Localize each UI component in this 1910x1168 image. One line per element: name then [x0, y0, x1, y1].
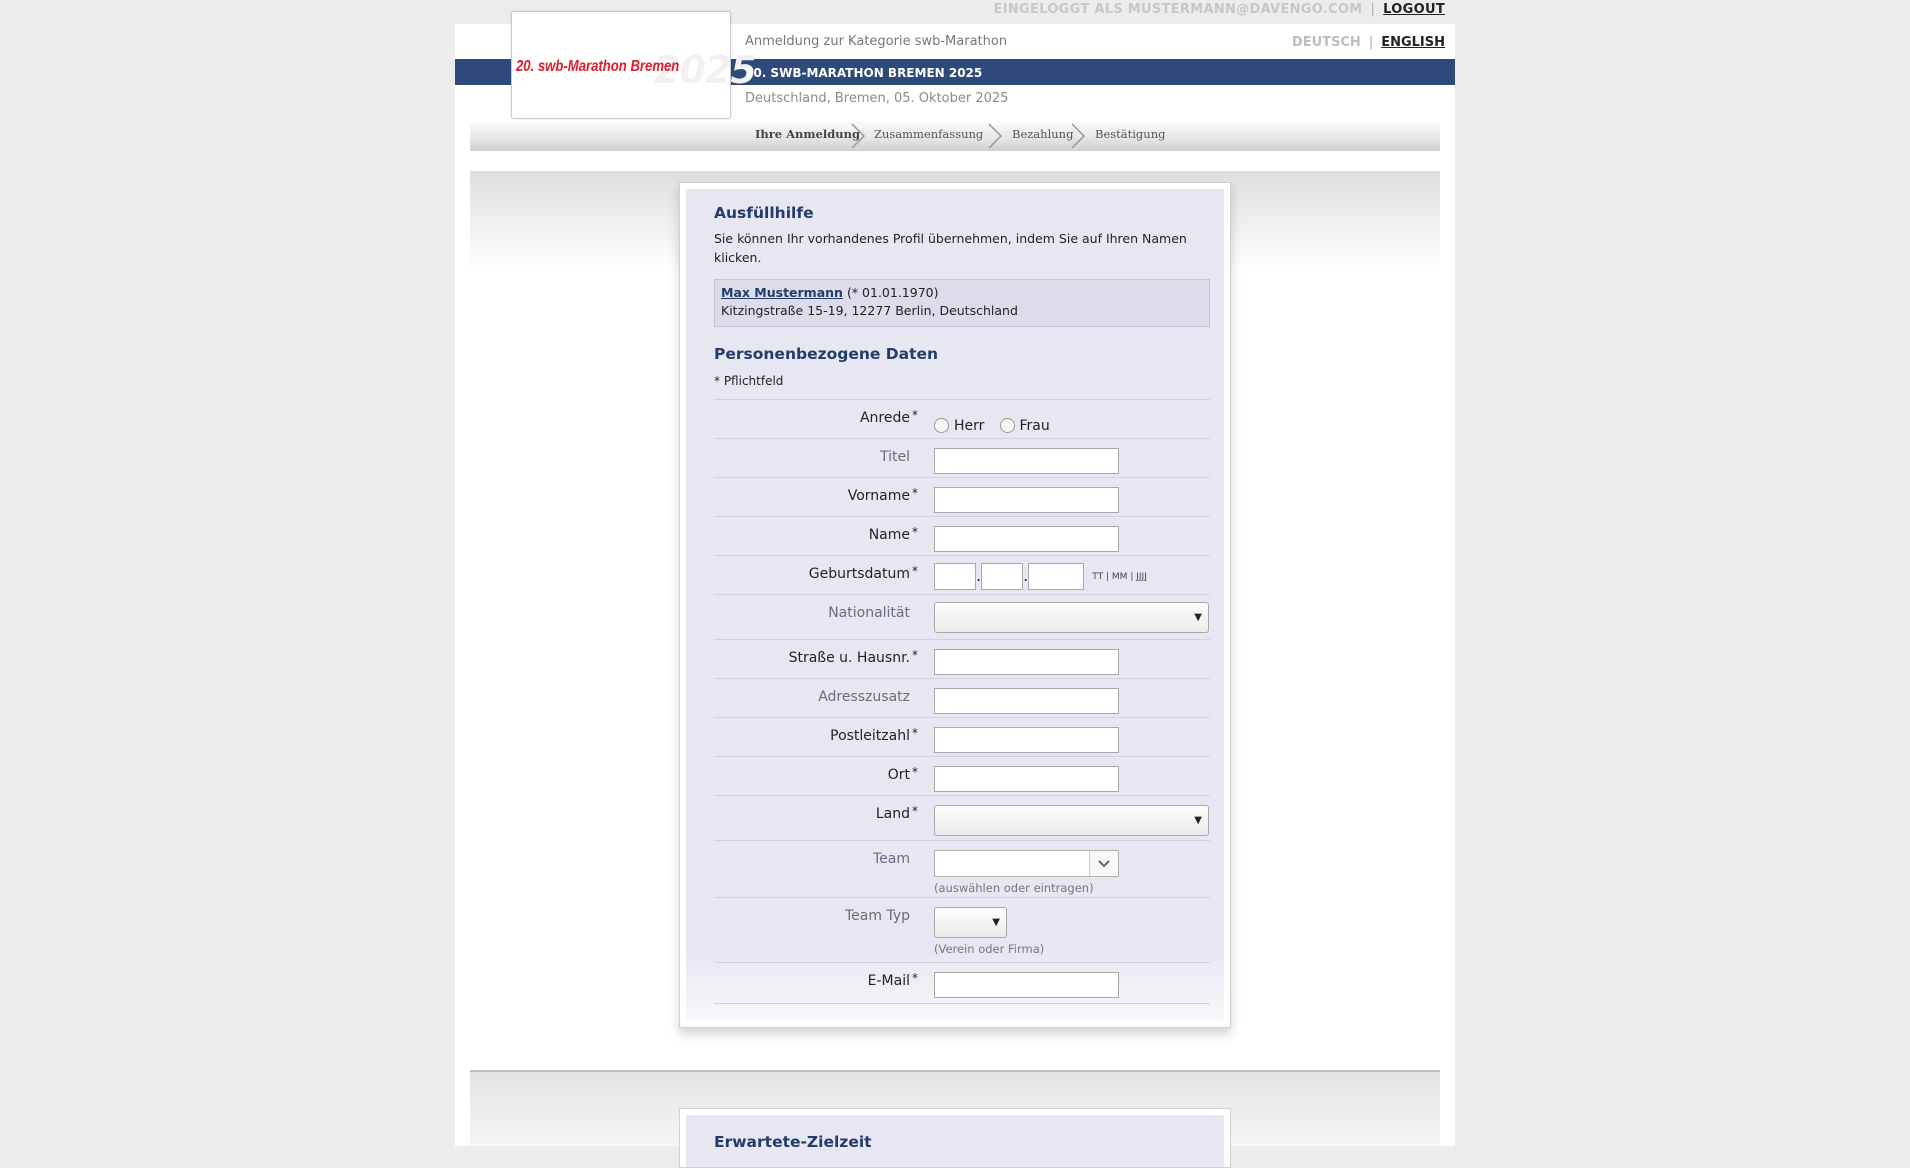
label-anrede: Anrede *: [859, 408, 918, 426]
row-email: [714, 962, 1210, 1004]
fill-help-title: Ausfüllhilfe: [714, 204, 814, 222]
finish-time-card: [679, 1108, 1231, 1168]
logo-year: 2025: [654, 48, 756, 92]
label-team-typ: Team Typ: [845, 908, 910, 924]
finish-time-card-inner: [686, 1115, 1224, 1167]
logout-link[interactable]: LOGOUT: [1383, 2, 1445, 17]
profile-dob: (* 01.01.1970): [846, 285, 939, 300]
personal-data-title: Personenbezogene Daten: [714, 345, 939, 363]
row-name: [714, 516, 1210, 555]
strasse-input[interactable]: [934, 649, 1119, 675]
label-name: Name *: [868, 525, 918, 543]
dob-month-input[interactable]: [981, 563, 1023, 590]
radio-herr-label[interactable]: Herr: [954, 417, 985, 434]
row-titel: [714, 438, 1210, 477]
event-location: Deutschland, Bremen, 05. Oktober 2025: [745, 91, 1009, 106]
profile-suggestion: [714, 279, 1210, 327]
row-land: [714, 795, 1210, 840]
step-zusammenfassung: Zusammenfassung: [874, 127, 984, 141]
team-dropdown-button[interactable]: [1089, 851, 1118, 876]
radio-frau[interactable]: [1000, 418, 1015, 433]
team-typ-hint: (Verein oder Firma): [934, 942, 1045, 956]
row-team-typ: [714, 897, 1210, 962]
geburtsdatum-group: [934, 563, 1147, 590]
row-geburtsdatum: [714, 555, 1210, 594]
dob-separator: .: [976, 566, 982, 585]
lang-en-link[interactable]: ENGLISH: [1381, 35, 1445, 50]
row-vorname: [714, 477, 1210, 516]
team-typ-select[interactable]: [934, 907, 1007, 938]
chevron-down-icon: [1090, 851, 1118, 876]
lang-de-link[interactable]: DEUTSCH: [1291, 35, 1361, 50]
row-team: [714, 840, 1210, 897]
nationalitaet-select[interactable]: [934, 602, 1209, 633]
page-container: [455, 0, 1455, 1151]
land-select[interactable]: [934, 805, 1209, 836]
dob-separator: .: [1023, 566, 1029, 585]
row-postleitzahl: [714, 717, 1210, 756]
step-bestaetigung: Bestätigung: [1095, 127, 1166, 141]
event-logo[interactable]: [511, 11, 756, 119]
label-vorname: Vorname *: [847, 486, 918, 504]
label-adresszusatz: Adresszusatz: [818, 689, 910, 705]
step-chevron-icon: [850, 123, 866, 149]
email-input[interactable]: [934, 972, 1119, 998]
dob-year-input[interactable]: [1028, 563, 1084, 590]
row-ort: [714, 756, 1210, 795]
chevron-down-icon: ▼: [992, 917, 1000, 928]
label-postleitzahl: Postleitzahl *: [830, 726, 918, 744]
logo-text: 20. swb-Marathon Bremen: [516, 58, 680, 75]
profile-name-link[interactable]: Max Mustermann: [721, 285, 843, 300]
dob-day-input[interactable]: [934, 563, 976, 590]
fill-help-text: Sie können Ihr vorhandenes Profil übernehmen, indem Sie auf Ihren Namen klicken.: [714, 231, 1187, 265]
ort-input[interactable]: [934, 766, 1119, 792]
vorname-input[interactable]: [934, 487, 1119, 513]
form-card-inner: [686, 189, 1224, 1021]
titel-input[interactable]: [934, 448, 1119, 474]
step-chevron-icon: [987, 123, 1003, 149]
registration-steps: [470, 119, 1440, 151]
team-hint: (auswählen oder eintragen): [934, 881, 1094, 895]
row-adresszusatz: [714, 678, 1210, 717]
label-ort: Ort *: [887, 765, 918, 783]
label-strasse: Straße u. Hausnr. *: [788, 648, 918, 666]
team-typ-group: [934, 907, 1044, 956]
profile-address: Kitzingstraße 15-19, 12277 Berlin, Deutschland: [721, 303, 1018, 318]
team-combobox[interactable]: [934, 850, 1119, 877]
row-nationalitaet: [714, 594, 1210, 639]
name-input[interactable]: [934, 526, 1119, 552]
login-info: EINGELOGGT ALS MUSTERMANN@DAVENGO.COM | LOGOUT: [993, 2, 1445, 17]
step-chevron-icon: [1070, 123, 1086, 149]
step-ihre-anmeldung: Ihre Anmeldung: [755, 127, 861, 141]
event-title: 20. SWB-MARATHON BREMEN 2025: [745, 66, 983, 80]
login-status-text: EINGELOGGT ALS MUSTERMANN@DAVENGO.COM: [993, 2, 1363, 17]
postleitzahl-input[interactable]: [934, 727, 1119, 753]
label-geburtsdatum: Geburtsdatum *: [808, 564, 918, 582]
dob-format-hint: TT | MM | JJJJ: [1092, 571, 1147, 582]
category-subtitle: Anmeldung zur Kategorie swb-Marathon: [745, 34, 1008, 49]
radio-frau-label[interactable]: Frau: [1019, 417, 1050, 434]
label-email: E-Mail *: [867, 971, 918, 989]
adresszusatz-input[interactable]: [934, 688, 1119, 714]
team-combobox-group: [934, 850, 1119, 895]
language-switcher: DEUTSCH | ENGLISH: [1291, 35, 1445, 50]
row-anrede: [714, 399, 1210, 438]
label-nationalitaet: Nationalität: [828, 605, 910, 621]
row-strasse: [714, 639, 1210, 678]
radio-herr[interactable]: [934, 418, 949, 433]
registration-form-card: [679, 182, 1231, 1028]
finish-time-title: Erwartete-Zielzeit: [714, 1133, 872, 1151]
step-bezahlung: Bezahlung: [1012, 127, 1074, 141]
label-titel: Titel: [879, 449, 910, 465]
chevron-down-icon: ▼: [1194, 815, 1202, 826]
chevron-down-icon: ▼: [1194, 612, 1202, 623]
label-land: Land *: [875, 804, 918, 822]
personal-data-rows: [714, 399, 1210, 1004]
required-note: * Pflichtfeld: [714, 374, 784, 388]
anrede-options: [934, 415, 1060, 434]
label-team: Team: [872, 851, 910, 867]
